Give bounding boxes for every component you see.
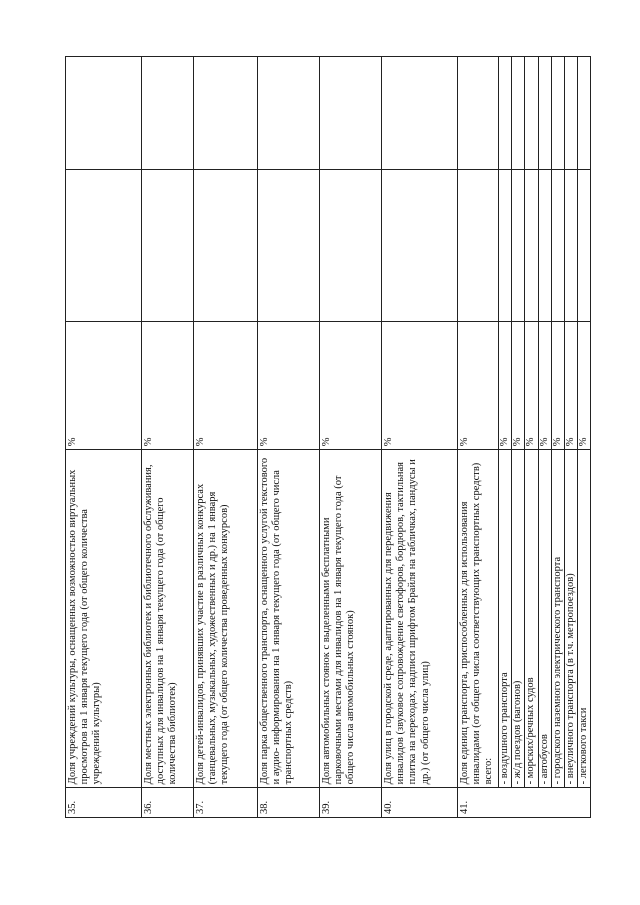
value-cell-2 <box>565 57 578 170</box>
value-cell-1 <box>194 170 258 322</box>
value-cell-2 <box>66 57 142 170</box>
subrow <box>551 57 564 818</box>
subrow <box>565 57 578 818</box>
value-cell-2 <box>142 57 194 170</box>
row-number: 39. <box>320 788 382 818</box>
subrow-name: - городского наземного электрического транспорта <box>551 450 564 788</box>
subrow <box>525 57 538 818</box>
value-cell-2 <box>578 57 591 170</box>
value-cell-1 <box>458 170 499 322</box>
subrow-unit: % <box>525 322 538 450</box>
value-cell-2 <box>512 57 525 170</box>
value-cell-2 <box>525 57 538 170</box>
unit-cell: % <box>258 322 320 450</box>
table-row <box>66 57 142 818</box>
subrow <box>538 57 551 818</box>
rotated-table-container <box>65 56 590 818</box>
value-cell-2 <box>499 57 512 170</box>
unit-cell: % <box>382 322 458 450</box>
table-row <box>142 57 194 818</box>
table-row <box>320 57 382 818</box>
subrow-unit: % <box>578 322 591 450</box>
value-cell-2 <box>538 57 551 170</box>
indicator-name: Доля парка общественного транспорта, оснащенного услугой текстового и аудио- информирования на 1 января текущего года (от общего числа транспортных средств) <box>258 450 320 788</box>
value-cell-2 <box>258 57 320 170</box>
indicator-name: Доля детей-инвалидов, принявших участие в различных конкурсах (танцевальных, музыкальных, художественных и др.) на 1 января текущего года (от общего количества проведенных конкурсов) <box>194 450 258 788</box>
subrow <box>512 57 525 818</box>
subrow-name: - внеуличного транспорта (в т.ч. метропоездов) <box>565 450 578 788</box>
value-cell-1 <box>578 170 591 322</box>
unit-cell: % <box>194 322 258 450</box>
row-number: 35. <box>66 788 142 818</box>
row-number: 36. <box>142 788 194 818</box>
subrow-unit: % <box>499 322 512 450</box>
table-row <box>258 57 320 818</box>
value-cell-2 <box>382 57 458 170</box>
row-number: 40. <box>382 788 458 818</box>
subrow-unit: % <box>512 322 525 450</box>
indicator-table <box>65 56 591 818</box>
value-cell-2 <box>458 57 499 170</box>
value-cell-1 <box>525 170 538 322</box>
value-cell-1 <box>551 170 564 322</box>
subrow-name: - воздушного транспорта <box>499 450 512 788</box>
value-cell-1 <box>512 170 525 322</box>
subrow-name: - ж/д поездов (вагонов) <box>512 450 525 788</box>
subrow-unit: % <box>565 322 578 450</box>
table-row <box>458 57 499 818</box>
table-row <box>194 57 258 818</box>
unit-cell: % <box>458 322 499 450</box>
row-number: 37. <box>194 788 258 818</box>
value-cell-1 <box>142 170 194 322</box>
indicator-name: Доля учреждений культуры, оснащенных возможностью виртуальных просмотров на 1 января текущего года (от общего количества учреждений культуры) <box>66 450 142 788</box>
indicator-name: Доля местных электронных библиотек и библиотечного обслуживания, доступных для инвалидов на 1 января текущего года (от общего количества библиотек) <box>142 450 194 788</box>
value-cell-2 <box>320 57 382 170</box>
value-cell-1 <box>258 170 320 322</box>
value-cell-1 <box>538 170 551 322</box>
indicator-name: Доля улиц в городской среде, адаптированных для передвижения инвалидов (звуковое сопровождение светофоров, бордюров, тактильная плитка на переходах, надписи шрифтом Брайля на табличках, пандусы и др.) (от общего числа улиц) <box>382 450 458 788</box>
value-cell-2 <box>551 57 564 170</box>
subrow-name: - автобусов <box>538 450 551 788</box>
table-row <box>382 57 458 818</box>
value-cell-1 <box>382 170 458 322</box>
value-cell-1 <box>565 170 578 322</box>
subrow-unit: % <box>538 322 551 450</box>
value-cell-1 <box>320 170 382 322</box>
unit-cell: % <box>320 322 382 450</box>
row-number: 38. <box>258 788 320 818</box>
indicator-name: Доля автомобильных стоянок с выделенными бесплатными парковочными местами для инвалидов на 1 января текущего года (от общего числа автомобильных стоянок) <box>320 450 382 788</box>
subrow-name: - морских/речных судов <box>525 450 538 788</box>
subrow <box>578 57 591 818</box>
unit-cell: % <box>142 322 194 450</box>
value-cell-1 <box>499 170 512 322</box>
unit-cell: % <box>66 322 142 450</box>
value-cell-2 <box>194 57 258 170</box>
indicator-table-body <box>66 57 591 818</box>
subrow-name: - легкового такси <box>578 450 591 788</box>
subrow-unit: % <box>551 322 564 450</box>
row-number: 41. <box>458 788 591 818</box>
subrow <box>499 57 512 818</box>
value-cell-1 <box>66 170 142 322</box>
indicator-name: Доля единиц транспорта, приспособленных для использования инвалидами (от общего числа соответствующих транспортных средств) всего: <box>458 450 499 788</box>
